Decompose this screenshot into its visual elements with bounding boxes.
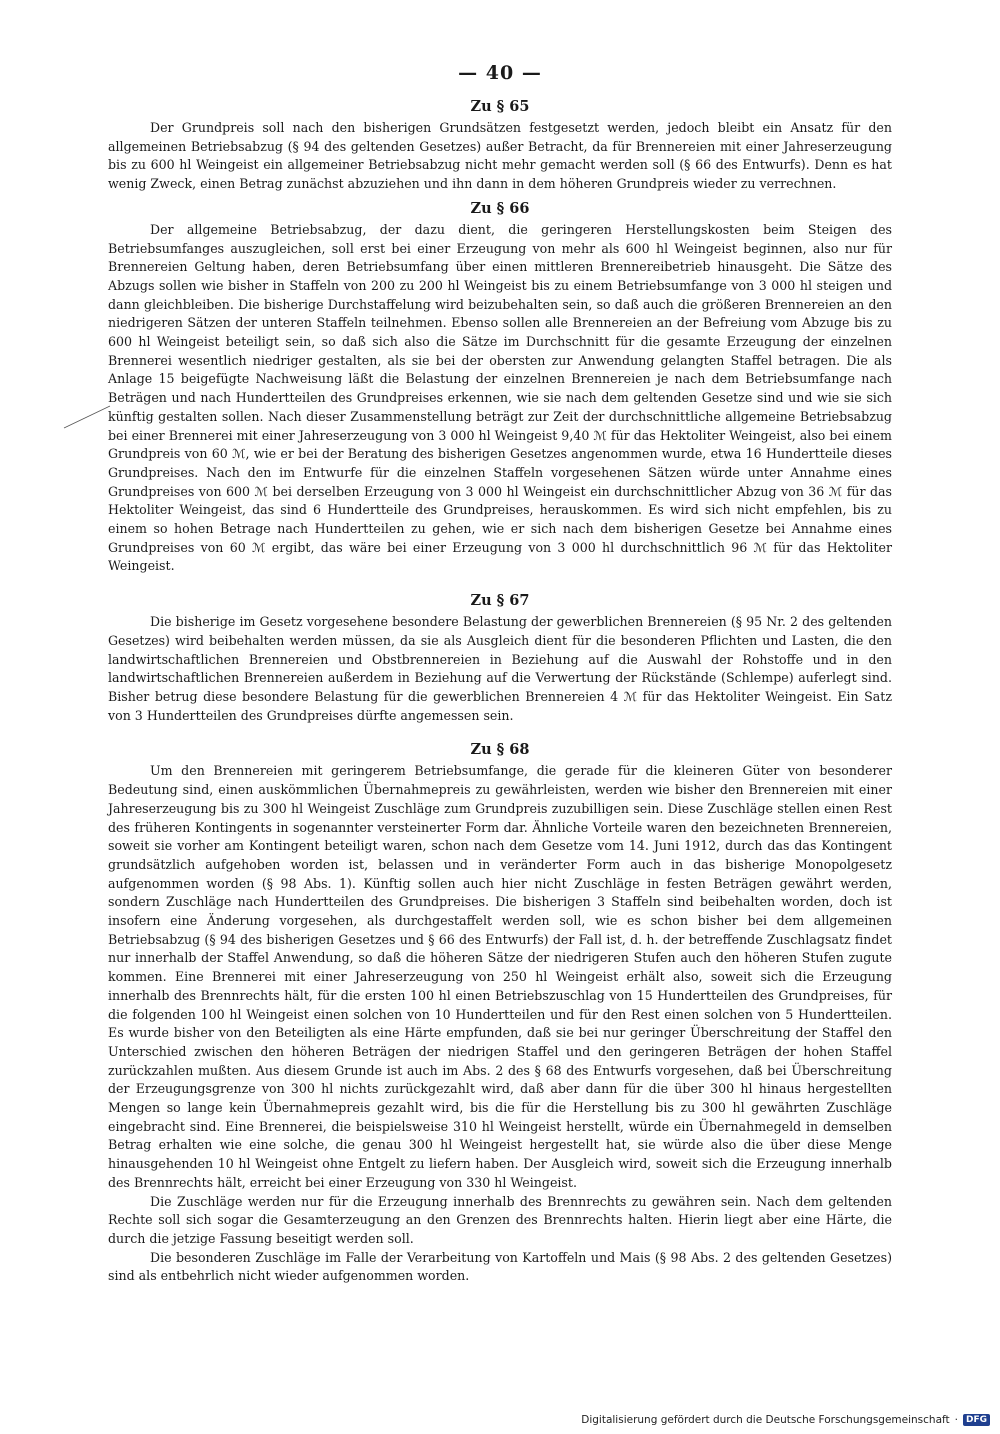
paragraph: Die bisherige im Gesetz vorgesehene besondere Belastung der gewerblichen Brennereien (§ 95 Nr. 2 des geltenden Gesetzes) wird beibehalten werden müssen, da sie als Ausgleich dient für die besonderen Pflichten und Lasten, die den landwirtschaftlichen Brennereien und Obstbrennereien in Beziehung auf die Auswahl der Rohstoffe und in den landwirtschaftlichen Brennereien außerdem in Beziehung auf die Verwertung der Rückstände (Schlempe) auferlegt sind. Bisher betrug diese besondere Belastung für die gewerblichen Brennereien 4 ℳ für das Hektoliter Weingeist. Ein Satz von 3 Hundertteilen des Grundpreises dürfte angemessen sein. <box>108 614 892 723</box>
document-page <box>108 62 892 1286</box>
section-heading: Zu § 67 <box>470 592 530 610</box>
section-67 <box>108 592 892 725</box>
separator-dot: · <box>954 1414 958 1426</box>
paragraph: Die Zuschläge werden nur für die Erzeugung innerhalb des Brennrechts zu gewähren sein. Nach dem geltenden Rechte soll sich sogar die Gesamterzeugung an den Grenzen des Brennrechts halten. Hierin liegt aber eine Härte, die durch die jetzige Fassung beseitigt werden soll. <box>108 1193 892 1246</box>
page-number: — 40 — <box>458 62 542 84</box>
paragraph: Der Grundpreis soll nach den bisherigen Grundsätzen festgesetzt werden, jedoch bleibt ein Ansatz für den allgemeinen Betriebsabzug (§ 94 des geltenden Gesetzes) außer Betracht, da für Brennereien mit einer Jahreserzeugung bis zu 600 hl Weingeist ein allgemeiner Betriebsabzug nicht mehr gemacht werden soll (§ 66 des Entwurfs). Denn es hat wenig Zweck, einen Betrag zunächst abzuziehen und ihn dann in dem höheren Grundpreis wieder zu verrechnen. <box>108 120 892 192</box>
pencil-mark-icon <box>62 402 112 432</box>
section-68 <box>108 741 892 1286</box>
section-heading: Zu § 66 <box>470 199 530 217</box>
dfg-logo-icon: DFG <box>963 1414 990 1426</box>
paragraph: Die besonderen Zuschläge im Falle der Verarbeitung von Kartoffeln und Mais (§ 98 Abs. 2 des geltenden Gesetzes) sind als entbehrlich nicht wieder aufgenommen worden. <box>108 1249 892 1284</box>
section-65 <box>108 98 892 194</box>
section-heading: Zu § 65 <box>470 98 530 115</box>
paragraph: Der allgemeine Betriebsabzug, der dazu dient, die geringeren Herstellungskosten beim Steigen des Betriebsumfanges auszugleichen, soll erst bei einer Erzeugung von mehr als 600 hl Weingeist beginnen, also nur für Brennereien Geltung haben, deren Betriebsumfang über einen mittleren Brennereibetrieb hinausgeht. Die Sätze des Abzugs sollen wie bisher in Staffeln von 200 zu 200 hl Weingeist bis zu einem Betriebsumfange von 3 000 hl steigen und dann gleichbleiben. Die bisherige Durchstaffelung wird beizubehalten sein, so daß auch die größeren Brennereien an den niedrigeren Sätzen der unteren Staffeln teilnehmen. Ebenso sollen alle Brennereien an der Befreiung vom Abzuge bis zu 600 hl Weingeist beteiligt sein, so daß sich also die Sätze im Durchschnitt für die gesamte Erzeugung der einzelnen Brennerei wesentlich niedriger gestalten, als sie bei der obersten zur Anwendung gelangten Staffel betragen. Die als Anlage 15 beigefügte Nachweisung läßt die Belastung der einzelnen Brennereien je nach dem Betriebsumfange nach Beträgen und nach Hundertteilen des Grundpreises erkennen, wie sie nach dem geltenden Gesetze sind und wie sie sich künftig gestalten sollen. Nach dieser Zusammenstellung beträgt zur Zeit der durchschnittliche allgemeine Betriebsabzug bei einer Brennerei mit einer Jahreserzeugung von 3 000 hl Weingeist 9,40 ℳ für das Hektoliter Weingeist, also bei einem Grundpreis von 60 ℳ, wie er bei der Beratung des bisherigen Gesetzes angenommen wurde, etwa 16 Hundertteile dieses Grundpreises. Nach den im Entwurfe für die einzelnen Staffeln vorgesehenen Sätzen würde unter Annahme eines Grundpreises von 600 ℳ bei derselben Erzeugung von 3 000 hl Weingeist ein durchschnittlicher Abzug von 36 ℳ für das Hektoliter Weingeist, das sind 6 Hundertteile des Grundpreises, herauskommen. Es wird sich nicht empfehlen, bis zu einem so hohen Betrage nach Hundertteilen zu gehen, wie er sich nach dem bisherigen Gesetze bei Annahme eines Grundpreises von 60 ℳ ergibt, das wäre bei einer Erzeugung von 3 000 hl durchschnittlich 96 ℳ für das Hektoliter Weingeist. <box>108 221 892 574</box>
section-66 <box>108 200 892 576</box>
section-heading: Zu § 68 <box>470 741 530 759</box>
paragraph: Um den Brennereien mit geringerem Betriebsumfange, die gerade für die kleineren Güter von besonderer Bedeutung sind, einen auskömmlichen Übernahmepreis zu gewährleisten, werden wie bisher den Brennereien mit einer Jahreserzeugung bis zu 300 hl Weingeist Zuschläge zum Grundpreis zuzubilligen sein. Diese Zuschläge stellen einen Rest des früheren Kontingents in sogenannter versteinerter Form dar. Ähnliche Vorteile waren den bezeichneten Brennereien, soweit sie vorher am Kontingent beteiligt waren, schon nach dem Gesetze vom 14. Juni 1912, durch das das Kontingent grundsätzlich aufgehoben worden ist, belassen und in veränderter Form auch in das bisherige Monopolgesetz aufgenommen worden (§ 98 Abs. 1). Künftig sollen auch hier nicht Zuschläge in festen Beträgen gewährt werden, sondern Zuschläge nach Hundertteilen des Grundpreises. Die bisherigen 3 Staffeln sind beibehalten worden, doch ist insofern eine Änderung vorgesehen, als durchgestaffelt werden soll, wie es schon bisher bei dem allgemeinen Betriebsabzug (§ 94 des bisherigen Gesetzes und § 66 des Entwurfs) der Fall ist, d. h. der betreffende Zuschlagsatz findet nur innerhalb der Staffel Anwendung, so daß die höheren Sätze der niedrigeren Stufen auch den höheren Stufen zugute kommen. Eine Brennerei mit einer Jahreserzeugung von 250 hl Weingeist erhält also, soweit sich die Erzeugung innerhalb des Brennrechts hält, für die ersten 100 hl einen Betriebszuschlag von 15 Hundertteilen des Grundpreises, für die folgenden 100 hl Weingeist einen solchen von 10 Hundertteilen und für den Rest einen solchen von 5 Hundertteilen. Es wurde bisher von den Beteiligten als eine Härte empfunden, daß sie bei nur geringer Überschreitung der Staffel den Unterschied zwischen den höheren Beträgen der niedrigen Staffel und den geringeren Beträgen der hohen Staffel zurückzahlen mußten. Aus diesem Grunde ist auch im Abs. 2 des § 68 des Entwurfs vorgesehen, daß bei Überschreitung der Erzeugungsgrenze von 300 hl nichts zurückgezahlt wird, daß aber dann für die über 300 hl hinaus hergestellten Mengen so lange kein Übernahmepreis gezahlt wird, bis die für die Herstellung bis zu 300 hl gewährten Zuschläge eingebracht sind. Eine Brennerei, die beispielsweise 310 hl Weingeist herstellt, würde ein Übernahmegeld in demselben Betrag erhalten wie eine solche, die genau 300 hl Weingeist hergestellt hat, sie würde also die über diese Menge hinausgehenden 10 hl Weingeist ohne Entgelt zu liefern haben. Der Ausgleich wird, soweit sich die Erzeugung innerhalb des Brennrechts hält, erreicht bei einer Erzeugung von 330 hl Weingeist. <box>108 763 892 1190</box>
footer-text: Digitalisierung gefördert durch die Deutsche Forschungsgemeinschaft <box>581 1414 950 1426</box>
footer-credit <box>581 1414 990 1426</box>
